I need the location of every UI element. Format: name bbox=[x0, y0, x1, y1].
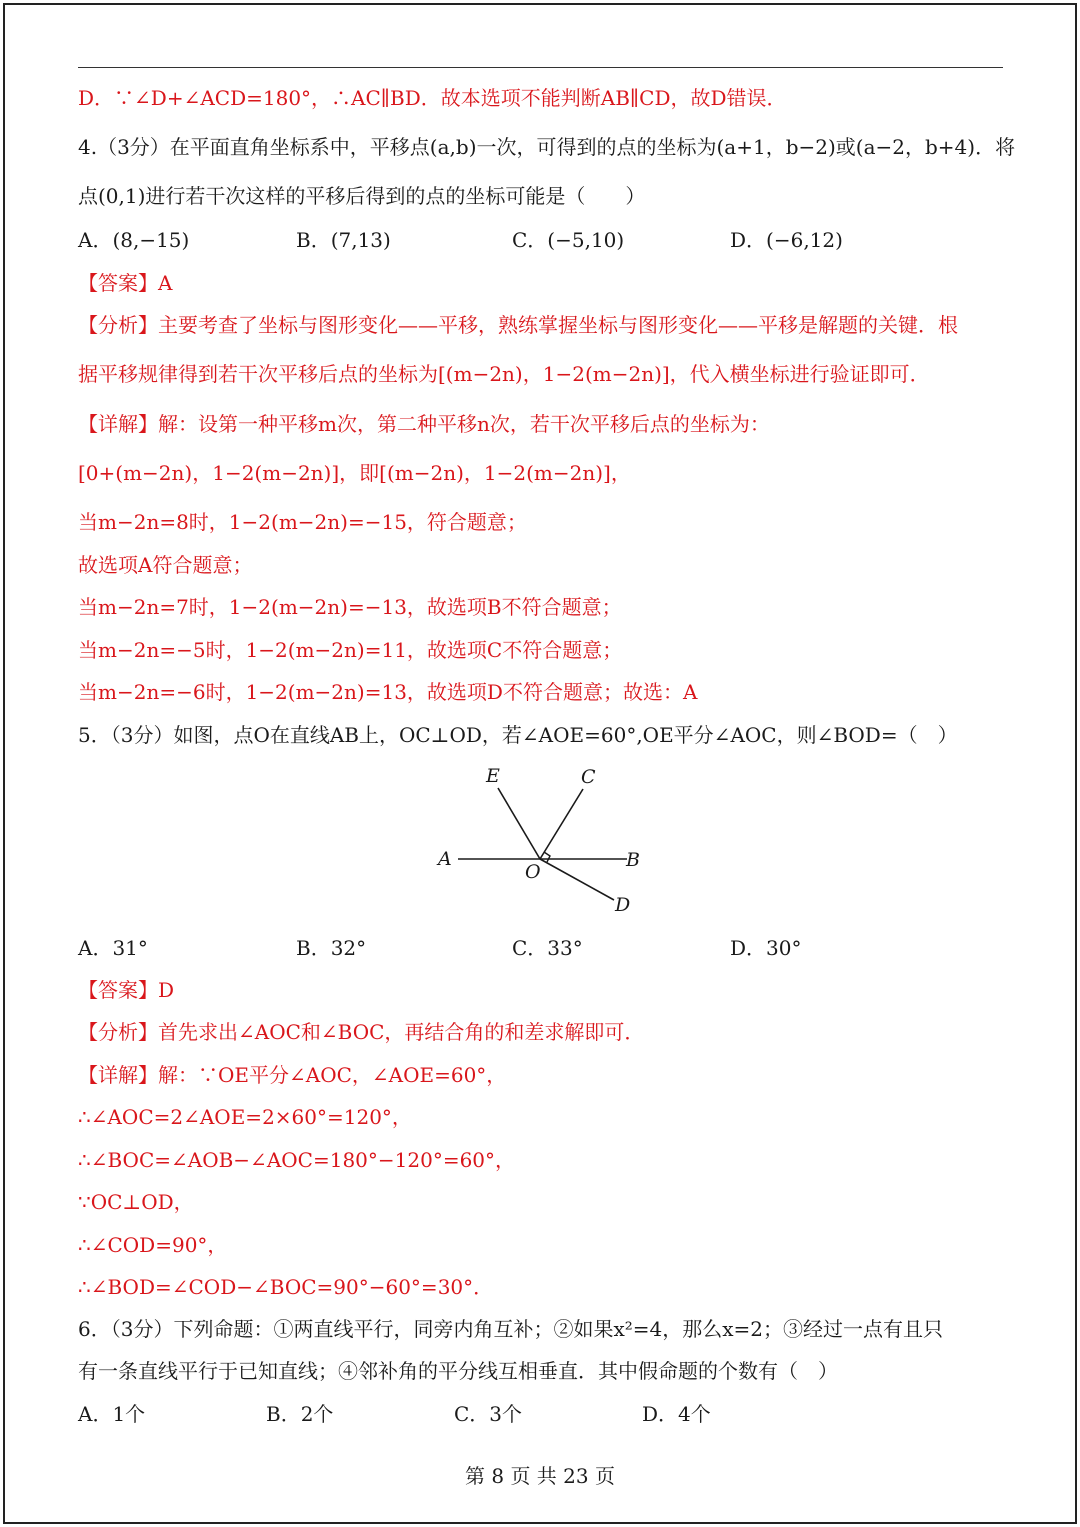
label-e: E bbox=[486, 765, 500, 787]
q6-option-a: A．1个 bbox=[78, 1402, 146, 1426]
label-c: C bbox=[581, 766, 596, 788]
label-b: B bbox=[626, 849, 640, 871]
ray-oe bbox=[498, 788, 540, 859]
q4-detail-line7: 当m−2n=−6时，1−2(m−2n)=13，故选项D不符合题意；故选：A bbox=[78, 680, 698, 704]
q5-detail-line5: ∴∠COD=90°， bbox=[78, 1233, 228, 1257]
q5-option-c: C．33° bbox=[512, 936, 583, 960]
q5-option-d: D．30° bbox=[730, 936, 802, 960]
q5-detail-line3: ∴∠BOC=∠AOB−∠AOC=180°−120°=60°， bbox=[78, 1148, 516, 1172]
q5-answer: 【答案】D bbox=[78, 978, 175, 1002]
q4-detail-line4: 故选项A符合题意； bbox=[78, 553, 253, 577]
q5-stem: 5．（3分）如图，点O在直线AB上，OC⊥OD，若∠AOE=60°,OE平分∠AOC，则∠BOD=（ ） bbox=[78, 723, 958, 747]
q4-stem-line2: 点(0,1)进行若干次这样的平移后得到的点的坐标可能是（ ） bbox=[78, 184, 646, 208]
ray-oc bbox=[540, 789, 583, 859]
q4-answer: 【答案】A bbox=[78, 271, 173, 295]
q4-option-d: D．(−6,12) bbox=[730, 228, 843, 252]
q4-detail-line3: 当m−2n=8时，1−2(m−2n)=−15，符合题意； bbox=[78, 510, 527, 534]
right-angle-mark bbox=[544, 852, 550, 862]
q6-option-b: B．2个 bbox=[266, 1402, 334, 1426]
q4-stem-line1: 4.（3分）在平面直角坐标系中，平移点(a,b)一次，可得到的点的坐标为(a+1，b−2)或(a−2，b+4)．将 bbox=[78, 135, 1016, 159]
q5-detail-line6: ∴∠BOD=∠COD−∠BOC=90°−60°=30°． bbox=[78, 1275, 494, 1299]
label-a: A bbox=[438, 848, 452, 870]
q5-detail-line1: 【详解】解：∵OE平分∠AOC，∠AOE=60°， bbox=[78, 1063, 507, 1087]
q5-detail-line2: ∴∠AOC=2∠AOE=2×60°=120°， bbox=[78, 1105, 412, 1129]
label-d: D bbox=[615, 894, 631, 916]
q5-detail-line4: ∵OC⊥OD， bbox=[78, 1190, 194, 1214]
q4-detail-line5: 当m−2n=7时，1−2(m−2n)=−13，故选项B不符合题意； bbox=[78, 595, 622, 619]
page-number-footer: 第 8 页 共 23 页 bbox=[465, 1464, 615, 1488]
label-o: O bbox=[525, 861, 541, 883]
q5-analysis: 【分析】首先求出∠AOC和∠BOC，再结合角的和差求解即可． bbox=[78, 1020, 645, 1044]
q4-detail-line2: [0+(m−2n)，1−2(m−2n)]，即[(m−2n)，1−2(m−2n)]， bbox=[78, 461, 631, 485]
q6-stem-line1: 6．（3分）下列命题：①两直线平行，同旁内角互补；②如果x²=4，那么x=2；③经过一点有且只 bbox=[78, 1317, 943, 1341]
q6-option-c: C．3个 bbox=[454, 1402, 523, 1426]
q6-stem-line2: 有一条直线平行于已知直线；④邻补角的平分线互相垂直．其中假命题的个数有（ ） bbox=[78, 1359, 838, 1383]
q4-option-c: C．(−5,10) bbox=[512, 228, 625, 252]
prev-option-d-explanation: D．∵∠D+∠ACD=180°，∴AC∥BD．故本选项不能判断AB∥CD，故D错误． bbox=[78, 86, 787, 110]
q5-option-a: A．31° bbox=[78, 936, 148, 960]
q4-option-a: A．(8,−15) bbox=[78, 228, 190, 252]
q6-option-d: D．4个 bbox=[642, 1402, 711, 1426]
q4-detail-line1: 【详解】解：设第一种平移m次，第二种平移n次，若干次平移后点的坐标为： bbox=[78, 412, 770, 436]
q4-analysis-line1: 【分析】主要考查了坐标与图形变化——平移，熟练掌握坐标与图形变化——平移是解题的关键．根 bbox=[78, 313, 958, 337]
q4-detail-line6: 当m−2n=−5时，1−2(m−2n)=11，故选项C不符合题意； bbox=[78, 638, 623, 662]
q4-option-b: B．(7,13) bbox=[296, 228, 391, 252]
q5-option-b: B．32° bbox=[296, 936, 367, 960]
q4-analysis-line2: 据平移规律得到若干次平移后点的坐标为[(m−2n)，1−2(m−2n)]，代入横坐标进行验证即可． bbox=[78, 362, 930, 386]
ray-od bbox=[540, 859, 614, 900]
